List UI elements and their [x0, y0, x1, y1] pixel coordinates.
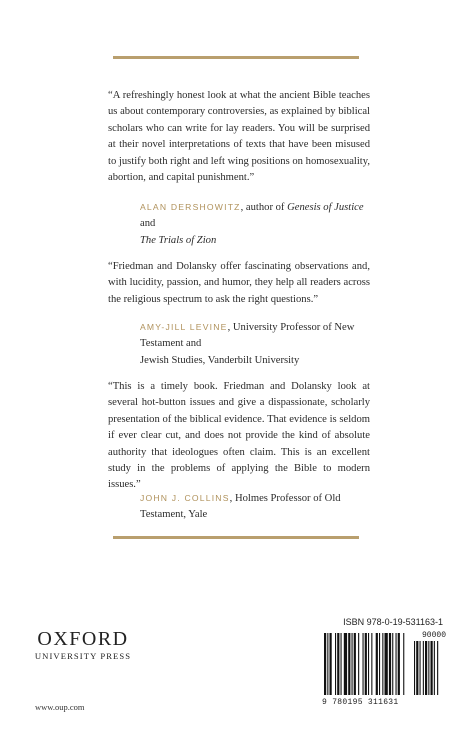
quote-text-3: “This is a timely book. Friedman and Dolansky look at several hot-button issues and give a dispassionate, scholarly presentation of the biblical evidence. That evidence is seldom if ever clear cut, and does not provide the kind of absolute authority that ideologues often claim. This is an excellent study in the problems of applying the Bible to modern issues.”	[108, 381, 370, 491]
isbn-label: ISBN 978-0-19-531163-1	[343, 617, 443, 627]
bottom-divider	[113, 536, 359, 539]
barcode-bars-icon	[322, 631, 446, 697]
publisher-logo	[33, 628, 133, 662]
top-divider	[113, 56, 359, 59]
book-title-2: The Trials of Zion	[140, 234, 217, 246]
publisher-url: www.oup.com	[35, 702, 85, 712]
quote-attribution-1	[140, 199, 380, 249]
price-code: 90000	[421, 631, 446, 640]
attribution-name-1: ALAN DERSHOWITZ	[140, 202, 241, 212]
quote-attribution-3	[140, 490, 380, 524]
publisher-subtitle: UNIVERSITY PRESS	[34, 651, 132, 661]
attribution-role-1b: and	[140, 218, 156, 230]
barcode-digits: 9 780195 311631	[322, 698, 399, 707]
attribution-name-2: AMY-JILL LEVINE	[140, 322, 228, 332]
quote-text-1: “A refreshingly honest look at what the ancient Bible teaches us about contemporary controversies, as explained by biblical scholars who can write for lay readers. You will be surprised at their novel interpretations of texts that have been misused to justify both right and left wing positions on homosexuality, abortion, and capital punishment.”	[108, 90, 370, 184]
publisher-name: OXFORD	[37, 628, 129, 650]
attribution-role-2b: Jewish Studies, Vanderbilt University	[140, 354, 300, 366]
barcode	[322, 631, 446, 709]
quote-text-2: “Friedman and Dolansky offer fascinating observations and, with lucidity, passion, and humor, they help all readers across the religious spectrum to ask the right questions.”	[108, 261, 370, 305]
quote-attribution-2	[140, 319, 380, 369]
attribution-role-1a: , author of	[240, 202, 288, 213]
attribution-name-3: JOHN J. COLLINS	[140, 493, 230, 503]
attribution-role-3: , Holmes Professor of Old Testament, Yale	[140, 493, 341, 521]
book-title-1: Genesis of Justice	[287, 202, 364, 213]
attribution-role-2a: , University Professor of New Testament and	[140, 322, 355, 350]
